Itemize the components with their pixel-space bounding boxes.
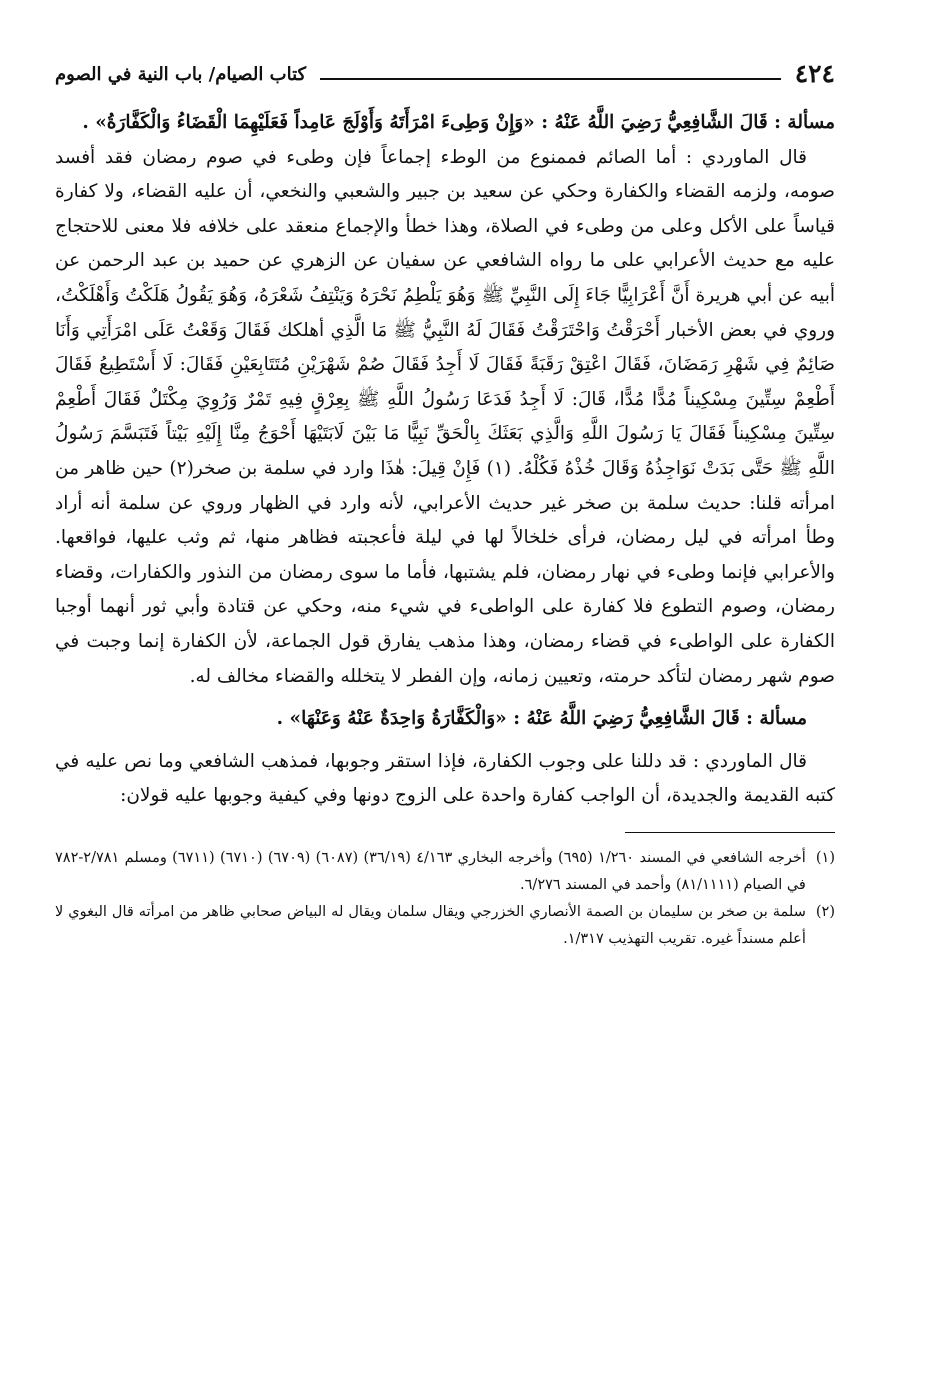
- page-header: [55, 40, 835, 90]
- masala-label: مسألة :: [746, 708, 807, 730]
- masala-label: مسألة :: [774, 112, 835, 133]
- masala-text: «وَالْكَفَّارَةُ وَاحِدَةٌ عَنْهُ وَعَنْهَا» .: [276, 708, 507, 730]
- page-number: ٤٢٤: [794, 59, 835, 88]
- masala-2: [55, 702, 835, 737]
- footnote-number: (٢): [815, 903, 835, 920]
- page: [55, 40, 835, 953]
- paragraph-2: قال الماوردي : قد دللنا على وجوب الكفارة، فإذا استقر وجوبها، فمذهب الشافعي وما نص عليه في كتبه القديمة والجديدة، أن الواجب كفارة واحدة على الزوج دونها وفي كيفية وجوبها عليه قولان:: [55, 750, 835, 807]
- main-text: [55, 106, 835, 814]
- masala-text: «وَإِنْ وَطِىءَ امْرَأَتَهُ وَأَوْلَجَ عَامِداً فَعَلَيْهِمَا الْقَضَاءُ وَالْكَفَّارَةُ» .: [82, 112, 535, 133]
- masala-author: قَالَ الشَّافِعِيُّ رَضِيَ اللَّهُ عَنْهُ :: [513, 708, 740, 730]
- footnote-text: سلمة بن صخر بن سليمان بن الصمة الأنصاري الخزرجي ويقال سلمان ويقال له البياض صحابي ظاهر من امرأته قال البغوي لا أعلم مسنداً غيره. تقريب التهذيب ١/٣١٧.: [55, 903, 806, 947]
- footnote-rule: [625, 832, 835, 833]
- masala-author: قَالَ الشَّافِعِيُّ رَضِيَ اللَّهُ عَنْهُ :: [541, 112, 768, 133]
- footnote-2: [55, 899, 835, 953]
- footnotes: [55, 845, 835, 953]
- footnote-text: أخرجه الشافعي في المسند ١/٢٦٠ (٦٩٥) وأخرجه البخاري ٤/١٦٣ (٣٦/١٩) (٦٠٨٧) (٦٧٠٩) (٦٧١٠) (٦٧١١) ومسلم ٢/٧٨١-٧٨٢ في الصيام (٨١/١١١١) وأحمد في المسند ٦/٢٧٦.: [55, 849, 806, 893]
- paragraph-1: قال الماوردي : أما الصائم فممنوع من الوطء إجماعاً فإن وطىء في صوم رمضان فقد أفسد صومه، ولزمه القضاء والكفارة وحكي عن سعيد بن جبير والشعبي والنخعي، أن عليه القضاء، ولا كفارة قياساً على الأكل وعلى من وطىء في الصلاة، وهذا خطأ والإجماع منعقد على خلافه فلا معنى للاحتجاج عليه مع حديث الأعرابي على ما رواه الشافعي عن سفيان عن الزهري عن حميد بن عبد الرحمن عن أبيه عن أبي هريرة أَنَّ أَعْرَابِيًّا جَاءَ إِلَى النَّبِيِّ ﷺ وَهُوَ يَلْطِمُ نَحْرَهُ وَيَنْتِفُ شَعْرَهُ، وَهُوَ يَقُولُ هَلَكْتُ وَأَهْلَكْتُ، وروي في بعض الأخبار أَحْرَقْتُ وَاحْتَرَقْتُ فَقَالَ لَهُ النَّبِيُّ ﷺ مَا الَّذِي أهلكك فَقَالَ وَقَعْتُ عَلَى امْرَأَتِي وَأَنَا صَائِمٌ فِي شَهْرِ رَمَضَانَ، فَقَالَ اعْتِقْ رَقَبَةً فَقَالَ لَا أَجِدُ فَقَالَ صُمْ شَهْرَيْنِ مُتَتَابِعَيْنِ فَقَالَ: لَا أَسْتَطِيعُ فَقَالَ أَطْعِمْ سِتِّينَ مِسْكِيناً مُدًّا مُدًّا، قَالَ: لَا أَجِدُ فَدَعَا رَسُولُ اللَّهِ ﷺ بِعِرْقٍ فِيهِ تَمْرٌ وَرُوِيَ مِكْتَلٌ فَقَالَ أَطْعِمْ سِتِّينَ مِسْكِيناً فَقَالَ يَا رَسُولَ اللَّهِ وَالَّذِي بَعَثَكَ بِالْحَقِّ نَبِيًّا مَا بَيْنَ لَابَتَيْهَا أَحْوَجُ مِنَّا إِلَيْهِ بَيْتاً فَتَبَسَّمَ رَسُولُ اللَّهِ ﷺ حَتَّى بَدَتْ نَوَاجِذُهُ وَقَالَ خُذْهُ فَكُلْهُ. (١) فَإِنْ قِيلَ: هٰذَا وارد في سلمة بن صخر(٢) حين ظاهر من امرأته قلنا: حديث سلمة بن صخر غير حديث الأعرابي، لأنه وارد في الظهار وروي عن سلمة أنه أراد وطأ امرأته في ليل رمضان، فرأى خلخالاً لها في ليلة فأعجبته فظاهر منها، ثم وثب عليها، فواقعها. والأعرابي فإنما وطىء في نهار رمضان، فلم يشتبها، فأما ما سوى رمضان من النذور والكفارات، وقضاء رمضان، وصوم التطوع فلا كفارة على الواطىء في شيء منه، وحكي عن قتادة وأبي ثور أنهما أوجبا الكفارة على الواطىء في قضاء رمضان، وهذا مذهب يفارق قول الجماعة، لأن الكفارة إنما وجبت في صوم شهر رمضان لتأكد حرمته، وتعيين زمانه، وإن الفطر لا يتخلله والقضاء مخالف له.: [55, 146, 835, 687]
- masala-1: [55, 106, 835, 141]
- spacer: [55, 737, 835, 745]
- footnote-1: [55, 845, 835, 899]
- running-title: كتاب الصيام/ باب النية في الصوم: [55, 64, 307, 85]
- footnote-number: (١): [815, 849, 835, 866]
- header-rule: [320, 78, 781, 80]
- spacer: [55, 694, 835, 702]
